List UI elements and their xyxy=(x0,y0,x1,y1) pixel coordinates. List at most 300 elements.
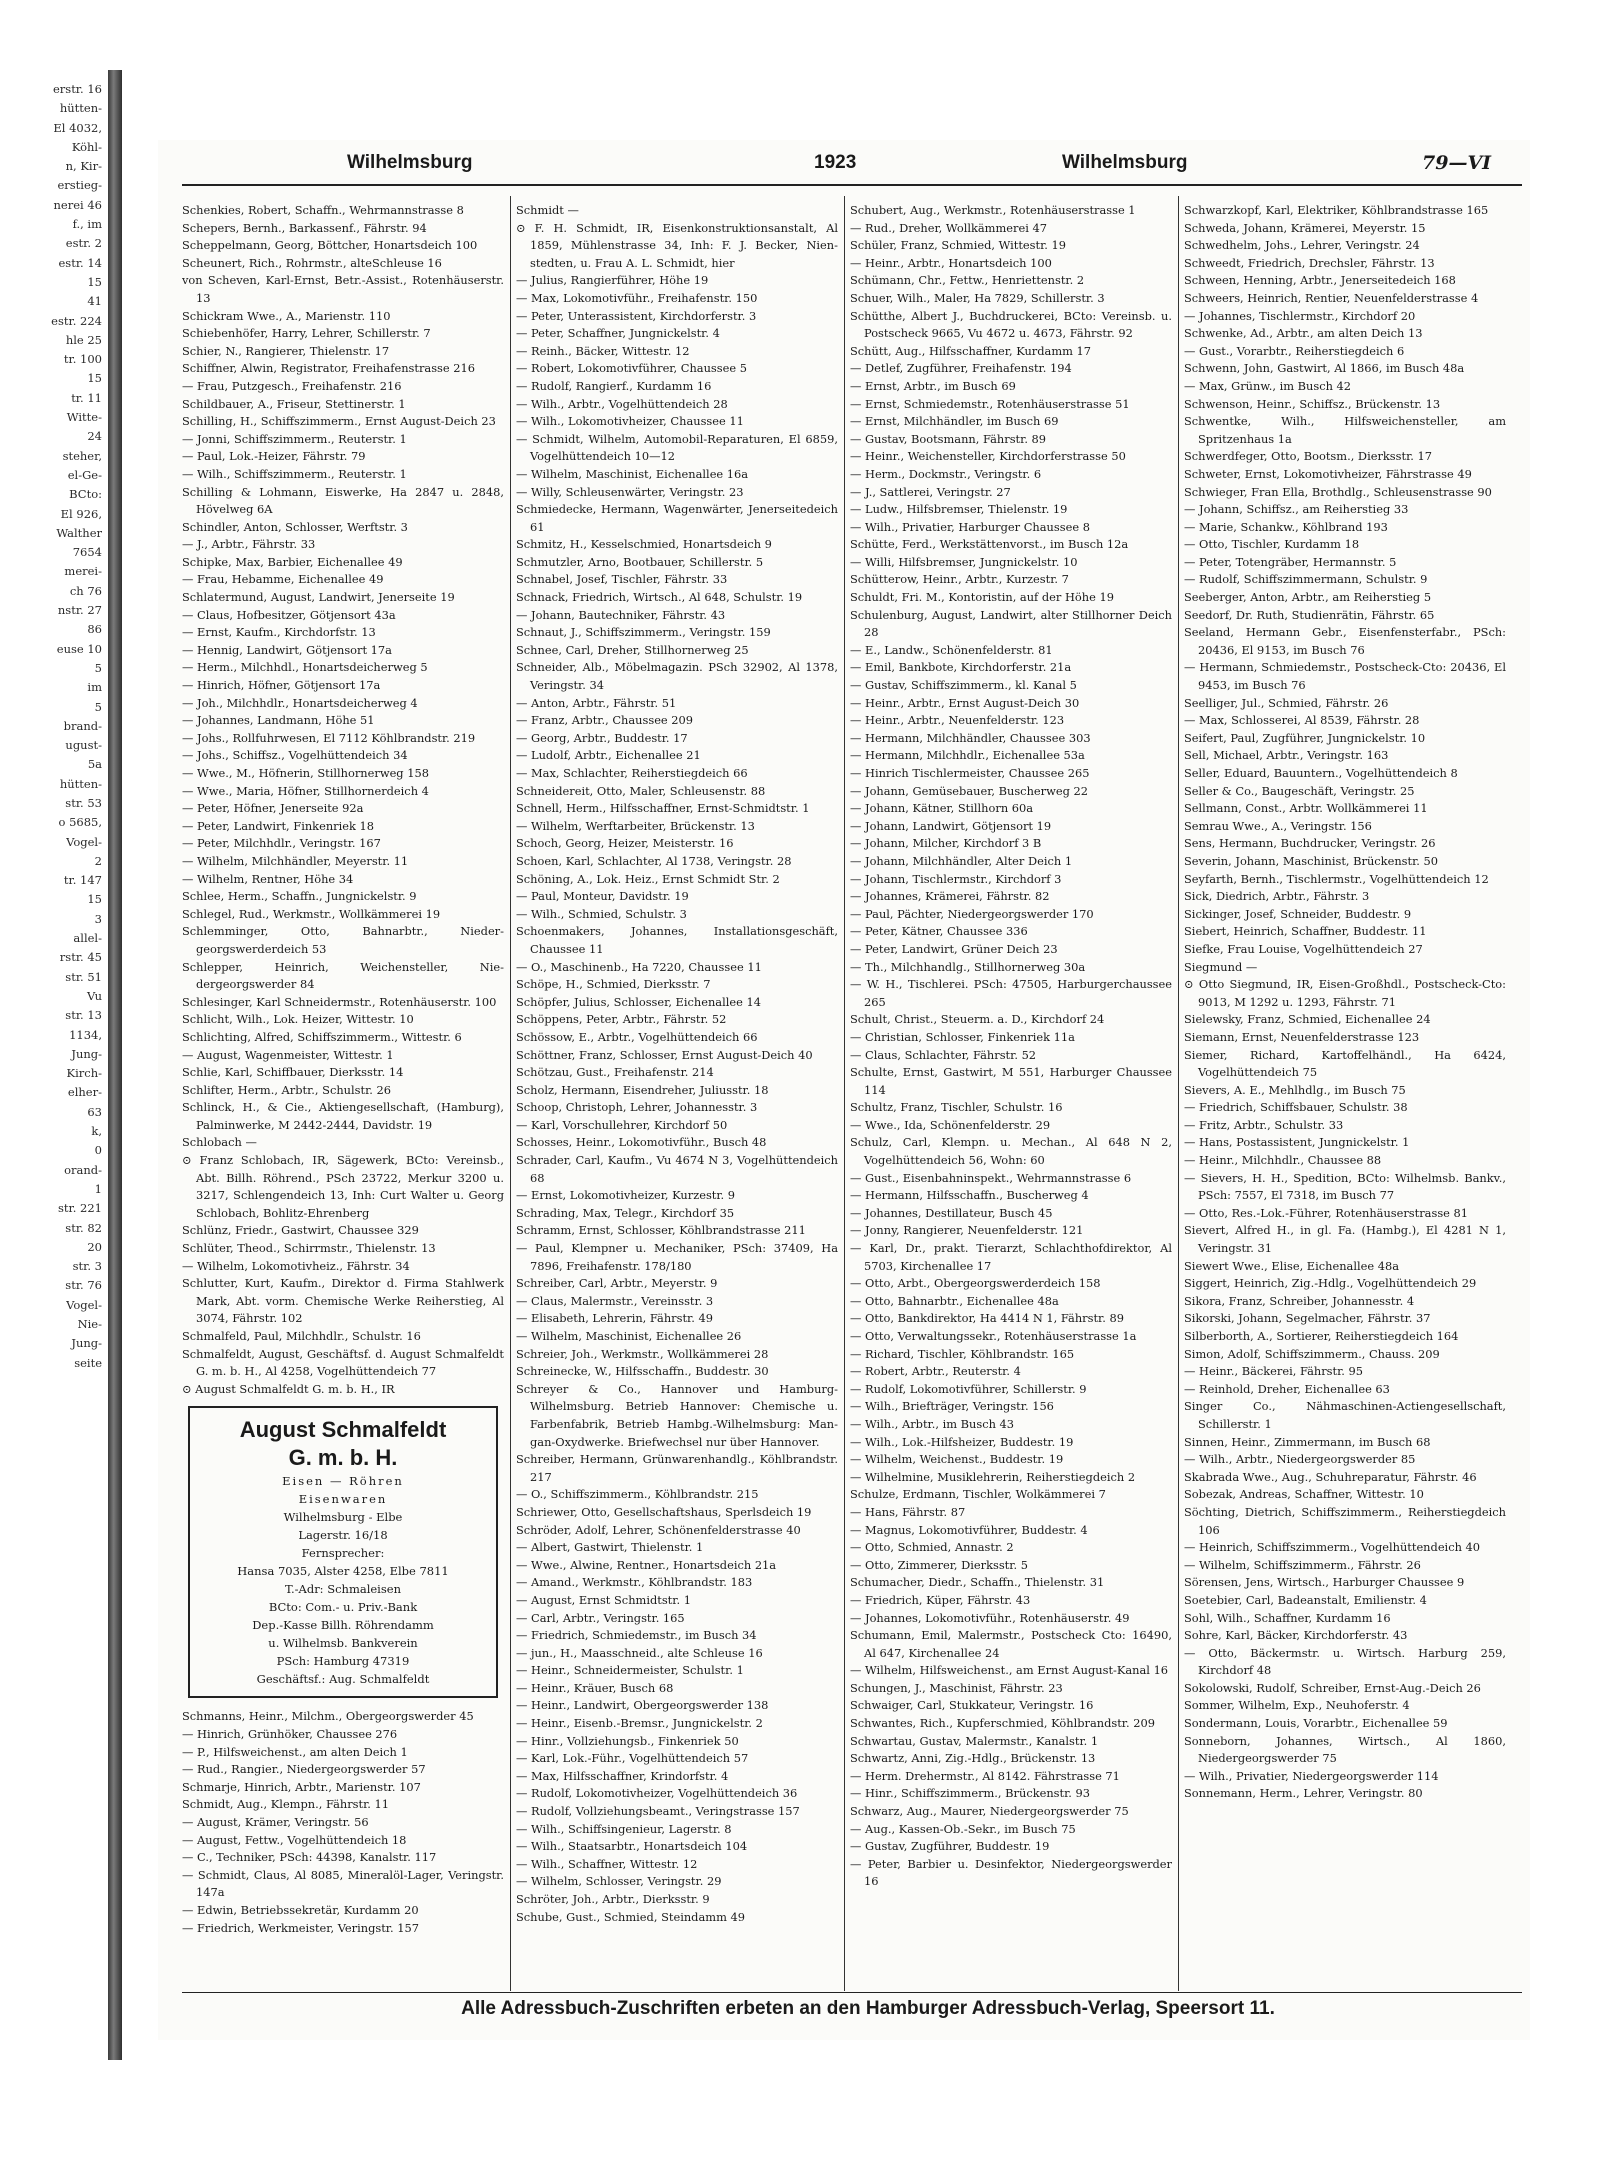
directory-entry: — Johs., Schiffsz., Vogelhüttendeich 34 xyxy=(182,748,408,763)
directory-entry: Scheunert, Rich., Rohrmstr., alteSchleuse 16 xyxy=(182,255,442,270)
directory-entry: — Gustav, Zugführer, Buddestr. 19 xyxy=(850,1839,1050,1854)
directory-entry: — Rudolf, Rangierf., Kurdamm 16 xyxy=(516,378,712,393)
directory-entry: Schrader, Carl, Kaufm., Vu 4674 N 3, Vogelhüttendeich 68 xyxy=(516,1153,838,1185)
directory-entry: Sens, Hermann, Buchdrucker, Veringstr. 26 xyxy=(1184,836,1436,851)
directory-entry: Schuer, Wilh., Maler, Ha 7829, Schillerstr. 3 xyxy=(850,290,1105,305)
facing-line: merei- xyxy=(64,564,102,579)
directory-entry: — Otto, Bankdirektor, Ha 4414 N 1, Fährstr. 89 xyxy=(850,1311,1124,1326)
facing-line: str. 51 xyxy=(65,969,102,984)
directory-entry: — Elisabeth, Lehrerin, Fährstr. 49 xyxy=(516,1311,713,1326)
facing-line: k, xyxy=(91,1124,102,1139)
directory-entry: Schlemminger, Otto, Bahnarbtr., Niedergeorgswerderdeich 53 xyxy=(182,924,504,956)
directory-entry: Siemer, Richard, Kartoffelhändl., Ha 6424, Vogelhüttendeich 75 xyxy=(1184,1047,1506,1080)
directory-entry: — Wilhelm, Maschinist, Eichenallee 26 xyxy=(516,1329,742,1343)
directory-entry: Schumann, Emil, Malermstr., Postscheck Cto: 16490, Al 647, Kirchenallee 24 xyxy=(850,1628,1172,1660)
facing-line: 5 xyxy=(94,660,102,675)
directory-entry: — Karl, Lok.-Führ., Vogelhüttendeich 57 xyxy=(516,1751,749,1766)
directory-entry: Schnell, Herm., Hilfsschaffner, Ernst-Schmidtstr. 1 xyxy=(516,801,810,816)
directory-entry: — Wilhelm, Schiffszimmerm., Fährstr. 26 xyxy=(1184,1557,1421,1572)
directory-entry: Schnee, Carl, Dreher, Stillhornerweg 25 xyxy=(516,642,749,657)
directory-entry: Sonnemann, Herm., Lehrer, Veringstr. 80 xyxy=(1184,1786,1423,1801)
directory-entry: Siefke, Frau Louise, Vogelhüttendeich 27 xyxy=(1184,941,1423,956)
directory-entry: Schriewer, Otto, Gesellschaftshaus, Sperlsdeich 19 xyxy=(516,1504,812,1519)
directory-entry: — Th., Milchhandlg., Stillhornerweg 30a xyxy=(850,959,1086,974)
directory-entry: Schümann, Chr., Fettw., Henriettenstr. 2 xyxy=(850,273,1085,288)
facing-line: rstr. 45 xyxy=(59,950,102,965)
directory-entry: — Peter, Schaffner, Jungnickelstr. 4 xyxy=(516,326,720,341)
directory-entry: Schössow, E., Arbtr., Vogelhüttendeich 66 xyxy=(516,1029,758,1044)
facing-line: str. 53 xyxy=(65,795,102,810)
directory-entry: — Claus, Schlachter, Fährstr. 52 xyxy=(850,1047,1037,1062)
directory-entry: — Detlef, Zugführer, Freihafenstr. 194 xyxy=(850,361,1072,376)
directory-entry: Schumacher, Diedr., Schaffn., Thielenstr. 31 xyxy=(850,1575,1105,1590)
directory-entry: Schreinecke, W., Hilfsschaffn., Buddestr. 30 xyxy=(516,1364,769,1379)
facing-line: 5 xyxy=(94,699,102,714)
directory-entry: Silberborth, A., Sortierer, Reiherstiegdeich 164 xyxy=(1184,1329,1459,1343)
facing-line: 86 xyxy=(87,622,102,637)
directory-entry: Schlie, Karl, Schiffbauer, Dierksstr. 14 xyxy=(182,1065,404,1080)
directory-entry: Schütt, Aug., Hilfsschaffner, Kurdamm 17 xyxy=(850,343,1092,358)
directory-entry: Scholz, Hermann, Eisendreher, Juliusstr. 18 xyxy=(516,1082,769,1097)
directory-entry: Siebert, Heinrich, Schaffner, Buddestr. 11 xyxy=(1184,924,1427,939)
directory-entry: — Wilh., Arbtr., im Busch 43 xyxy=(850,1416,1015,1431)
facing-line: erstr. 16 xyxy=(52,82,102,96)
directory-entry: — Wwe., M., Höfnerin, Stillhornerweg 158 xyxy=(182,766,429,780)
facing-line: Vu xyxy=(87,988,102,1003)
directory-entry: — Gustav, Schiffszimmerm., kl. Kanal 5 xyxy=(850,678,1077,693)
directory-entry: — Otto, Bäckermstr. u. Wirtsch. Harburg 259, Kirchdorf 48 xyxy=(1184,1645,1506,1678)
directory-entry: Schwedhelm, Johs., Lehrer, Veringstr. 24 xyxy=(1184,238,1420,253)
directory-entry: Schoop, Christoph, Lehrer, Johannesstr. 3 xyxy=(516,1100,758,1115)
ad-telegram: T.-Adr: Schmaleisen xyxy=(285,1582,401,1597)
facing-line: erstieg- xyxy=(57,178,102,193)
facing-line: estr. 2 xyxy=(65,236,102,251)
directory-entry: — Otto, Bahnarbtr., Eichenallee 48a xyxy=(850,1293,1059,1308)
directory-entry: — Hinrich, Höfner, Götjensort 17a xyxy=(182,678,381,693)
directory-entry: — Ludolf, Arbtr., Eichenallee 21 xyxy=(516,748,701,763)
directory-entry: ⊙ F. H. Schmidt, IR, Eisenkonstruktionsanstalt, Al 1859, Mühlenstrasse 34, Inh: F. J. Becker, Nienstedten, u. Frau A. L. Schmidt, hier xyxy=(516,220,838,270)
directory-entry: Schwarzkopf, Karl, Elektriker, Köhlbrandstrasse 165 xyxy=(1184,203,1489,217)
directory-entry: Schween, Henning, Arbtr., Jenerseitedeich 168 xyxy=(1184,273,1456,288)
directory-entry: — Ernst, Schmiedemstr., Rotenhäuserstrasse 51 xyxy=(850,396,1130,411)
directory-entry: — Heinr., Arbtr., Honartsdeich 100 xyxy=(850,255,1052,270)
directory-entry: — Claus, Malermstr., Vereinsstr. 3 xyxy=(516,1293,714,1308)
directory-entry: Schwartau, Gustav, Malermstr., Kanalstr. 1 xyxy=(850,1733,1099,1748)
facing-line: BCto: xyxy=(69,487,102,502)
directory-entry: — Peter, Landwirt, Finkenriek 18 xyxy=(182,818,375,833)
directory-entry: Schöpe, H., Schmied, Dierksstr. 7 xyxy=(516,977,711,992)
directory-entry: — Frau, Putzgesch., Freihafenstr. 216 xyxy=(182,378,402,393)
directory-entry: Schweers, Heinrich, Rentier, Neuenfelderstrasse 4 xyxy=(1184,290,1479,305)
directory-entry: Schmutzler, Arno, Bootbauer, Schillerstr. 5 xyxy=(516,554,764,569)
directory-entry: Schildbauer, A., Friseur, Stettinerstr. 1 xyxy=(182,396,406,411)
directory-entry: — Hans, Postassistent, Jungnickelstr. 1 xyxy=(1184,1135,1410,1150)
directory-entry: — Ernst, Milchhändler, im Busch 69 xyxy=(850,414,1059,429)
facing-line: El 4032, xyxy=(53,120,102,135)
ad-company-form: G. m. b. H. xyxy=(288,1445,398,1471)
directory-entry: — Johann, Bautechniker, Fährstr. 43 xyxy=(516,607,726,622)
directory-entry: Schwentke, Wilh., Hilfsweichensteller, am Spritzenhaus 1a xyxy=(1184,414,1506,446)
facing-line: nstr. 27 xyxy=(57,603,102,618)
directory-entry: Sohre, Karl, Bäcker, Kirchdorferstr. 43 xyxy=(1184,1628,1408,1643)
directory-entry: Schnabel, Josef, Tischler, Fährstr. 33 xyxy=(516,572,728,587)
header-left-place: Wilhelmsburg xyxy=(347,152,473,173)
directory-entry: — Carl, Arbtr., Veringstr. 165 xyxy=(516,1610,685,1625)
directory-entry: — Jonni, Schiffszimmerm., Reuterstr. 1 xyxy=(182,431,407,446)
directory-entry: Schreiber, Hermann, Grünwarenhandlg., Köhlbrandstr. 217 xyxy=(516,1452,838,1484)
directory-entry: Schulenburg, August, Landwirt, alter Stillhorner Deich 28 xyxy=(850,607,1172,640)
ad-manager: Geschäftsf.: Aug. Schmalfeldt xyxy=(256,1672,430,1687)
directory-entry: Schlüter, Theod., Schirrmstr., Thielenstr. 13 xyxy=(182,1241,436,1256)
directory-entry: — Julius, Rangierführer, Höhe 19 xyxy=(516,273,709,288)
directory-entry: Soetebier, Carl, Badeanstalt, Emilienstr. 4 xyxy=(1184,1592,1427,1607)
directory-entry: — Hermann, Milchhdlr., Eichenallee 53a xyxy=(850,748,1085,763)
directory-entry: Schult, Christ., Steuerm. a. D., Kirchdorf 24 xyxy=(850,1012,1105,1027)
schmalfeldt-advertisement xyxy=(188,1406,498,1698)
directory-entry: Schipke, Max, Barbier, Eichenallee 49 xyxy=(182,554,403,569)
directory-entry: Schlinck, H., & Cie., Aktiengesellschaft, (Hamburg), Palminwerke, M 2442-2444, Davidstr. 19 xyxy=(182,1100,504,1132)
facing-line: tr. 11 xyxy=(71,390,102,405)
facing-line: hle 25 xyxy=(65,332,102,347)
directory-entry: — Herm., Milchhdl., Honartsdeicherweg 5 xyxy=(182,660,428,675)
directory-entry: Schwenson, Heinr., Schiffsz., Brückenstr. 13 xyxy=(1184,396,1441,411)
running-header xyxy=(182,152,1522,182)
facing-line: Jung- xyxy=(71,1046,102,1061)
facing-line: 15 xyxy=(87,892,102,907)
directory-entry: — Gust., Vorarbtr., Reiherstiegdeich 6 xyxy=(1184,343,1405,358)
directory-entry: Seedorf, Dr. Ruth, Studienrätin, Fährstr. 65 xyxy=(1184,607,1435,622)
directory-entry: Schwenn, John, Gastwirt, Al 1866, im Busch 48a xyxy=(1184,361,1465,376)
directory-entry: — Peter, Höfner, Jenerseite 92a xyxy=(182,801,364,816)
directory-entry: — Johann, Kätner, Stillhorn 60a xyxy=(850,801,1034,816)
directory-entry: — Hinrich, Grünhöker, Chaussee 276 xyxy=(182,1726,398,1741)
directory-entry: Schmalfeldt, August, Geschäftsf. d. August Schmalfeldt G. m. b. H., Al 4258, Vogelhüttendeich 77 xyxy=(182,1346,504,1379)
facing-line: Witte- xyxy=(66,410,102,425)
facing-line: im xyxy=(87,680,102,695)
directory-entry: — J., Arbtr., Fährstr. 33 xyxy=(182,537,316,552)
facing-line: 7654 xyxy=(72,545,102,560)
ad-company-name: August Schmalfeldt xyxy=(239,1417,447,1443)
directory-entry: Schmidt, Aug., Klempn., Fährstr. 11 xyxy=(182,1797,390,1812)
page-number: 79—VI xyxy=(1422,152,1492,174)
directory-entry: — Wilhelm, Lokomotivheiz., Fährstr. 34 xyxy=(182,1258,410,1273)
directory-entry: — Hermann, Milchhändler, Chaussee 303 xyxy=(850,730,1091,745)
directory-entry: Schlifter, Herm., Arbtr., Schulstr. 26 xyxy=(182,1082,391,1097)
directory-entry: Schötzau, Gust., Freihafenstr. 214 xyxy=(516,1065,714,1080)
directory-entry: Schlegel, Rud., Werkmstr., Wollkämmerei 19 xyxy=(182,906,441,921)
facing-line: hütten- xyxy=(59,101,102,116)
directory-entry: Sellmann, Const., Arbtr. Wollkämmerei 11 xyxy=(1184,801,1428,816)
directory-entry: — Robert, Arbtr., Reuterstr. 4 xyxy=(850,1364,1021,1379)
directory-entry: — Max, Schlachter, Reiherstiegdeich 66 xyxy=(516,766,748,780)
directory-entry: — Rudolf, Schiffszimmermann, Schulstr. 9 xyxy=(1184,572,1428,587)
directory-entry: Schneider, Alb., Möbelmagazin. PSch 32902, Al 1378, Veringstr. 34 xyxy=(516,660,838,693)
directory-entry: — W. H., Tischlerei. PSch: 47505, Harburgerchaussee 265 xyxy=(850,977,1172,1009)
directory-entry: — Christian, Schlosser, Finkenriek 11a xyxy=(850,1029,1075,1044)
directory-entry: — Heinr., Schneidermeister, Schulstr. 1 xyxy=(516,1663,744,1678)
directory-entry: Schneidereit, Otto, Maler, Schleusenstr. 88 xyxy=(516,783,766,798)
directory-entry: Schwartz, Anni, Zig.-Hdlg., Brückenstr. 13 xyxy=(850,1751,1096,1766)
directory-entry: — Herm., Dockmstr., Veringstr. 6 xyxy=(850,466,1042,481)
facing-line: 3 xyxy=(94,911,102,926)
directory-entry: — Wilh., Arbtr., Vogelhüttendeich 28 xyxy=(516,396,728,411)
directory-entry: Schütterow, Heinr., Arbtr., Kurzestr. 7 xyxy=(850,572,1069,587)
facing-line: 41 xyxy=(87,294,102,309)
facing-line: nerei 46 xyxy=(53,197,102,212)
column-divider xyxy=(1178,196,1179,1991)
directory-entry: Schmalfeld, Paul, Milchhdlr., Schulstr. 16 xyxy=(182,1329,421,1343)
facing-line: Jung- xyxy=(71,1336,102,1351)
facing-line: 2 xyxy=(94,853,102,868)
directory-entry: Sikora, Franz, Schreiber, Johannesstr. 4 xyxy=(1184,1293,1415,1308)
directory-entry: Schlobach — xyxy=(182,1135,257,1150)
directory-entry: — Heinr., Bäckerei, Fährstr. 95 xyxy=(1184,1364,1364,1379)
footer-rule xyxy=(182,1992,1522,1993)
header-right-place: Wilhelmsburg xyxy=(1062,152,1188,173)
directory-entry: Schenkies, Robert, Schaffn., Wehrmannstrasse 8 xyxy=(182,203,464,217)
directory-entry: Sielewsky, Franz, Schmied, Eichenallee 24 xyxy=(1184,1012,1431,1027)
directory-entry: Seyfarth, Bernh., Tischlermstr., Vogelhüttendeich 12 xyxy=(1184,871,1489,886)
directory-entry: — Wilhelm, Milchhändler, Meyerstr. 11 xyxy=(182,853,409,868)
facing-line: estr. 224 xyxy=(51,313,102,328)
directory-entry: — Gustav, Bootsmann, Fährstr. 89 xyxy=(850,431,1047,446)
directory-entry: — Peter, Barbier u. Desinfektor, Niedergeorgswerder 16 xyxy=(850,1856,1172,1889)
directory-entry: — Paul, Klempner u. Mechaniker, PSch: 37409, Ha 7896, Freihafenstr. 178/180 xyxy=(516,1241,838,1273)
directory-entry: Schröter, Joh., Arbtr., Dierksstr. 9 xyxy=(516,1892,710,1906)
directory-entry: Schwantes, Rich., Kupferschmied, Köhlbrandstr. 209 xyxy=(850,1716,1155,1731)
directory-entry: Schoen, Karl, Schlachter, Al 1738, Veringstr. 28 xyxy=(516,853,792,868)
directory-entry: — Heinr., Arbtr., Neuenfelderstr. 123 xyxy=(850,713,1065,728)
column-4 xyxy=(1184,202,1506,1992)
facing-line: El 926, xyxy=(60,506,102,521)
directory-entry: — Ludw., Hilfsbremser, Thielenstr. 19 xyxy=(850,502,1068,517)
directory-entry: — Hennig, Landwirt, Götjensort 17a xyxy=(182,642,392,657)
directory-entry: — Johannes, Landmann, Höhe 51 xyxy=(182,713,375,728)
directory-entry: — Ernst, Arbtr., im Busch 69 xyxy=(850,378,1016,393)
facing-line: str. 13 xyxy=(65,1008,102,1023)
directory-entry: Schwerdfeger, Otto, Bootsm., Dierksstr. 17 xyxy=(1184,449,1432,464)
directory-entry: — Johann, Gemüsebauer, Buscherweg 22 xyxy=(850,783,1088,798)
directory-entry: Schulte, Ernst, Gastwirt, M 551, Harburger Chaussee 114 xyxy=(850,1065,1172,1097)
directory-entry: — Wilh., Arbtr., Niedergeorgswerder 85 xyxy=(1184,1452,1416,1467)
facing-line: Vogel- xyxy=(66,1297,102,1312)
directory-entry: Schlutter, Kurt, Kaufm., Direktor d. Firma Stahlwerk Mark, Abt. vorm. Chemische Werke Reiherstieg, Al 3074, Fährstr. 102 xyxy=(182,1276,504,1326)
directory-entry: Schöppens, Peter, Arbtr., Fährstr. 52 xyxy=(516,1012,727,1027)
directory-entry: — Paul, Pächter, Niedergeorgswerder 170 xyxy=(850,906,1094,921)
directory-entry: — Schmidt, Wilhelm, Automobil-Reparaturen, El 6859, Vogelhüttendeich 10—12 xyxy=(516,431,838,464)
directory-entry: — Max, Schlosserei, Al 8539, Fährstr. 28 xyxy=(1184,713,1420,728)
facing-line: elher- xyxy=(67,1085,102,1100)
directory-entry: — Friedrich, Schiffsbauer, Schulstr. 38 xyxy=(1184,1100,1408,1115)
directory-entry: — Wilhelm, Hilfsweichenst., am Ernst August-Kanal 16 xyxy=(850,1663,1169,1678)
directory-entry: Schmitz, H., Kesselschmied, Honartsdeich 9 xyxy=(516,537,772,552)
directory-entry: — Reinhold, Dreher, Eichenallee 63 xyxy=(1184,1381,1390,1396)
directory-entry: Schrading, Max, Telegr., Kirchdorf 35 xyxy=(516,1205,735,1220)
facing-line: Vogel- xyxy=(66,834,102,849)
directory-entry: — Wilh., Schaffner, Wittestr. 12 xyxy=(516,1856,698,1871)
directory-entry: — Hans, Fährstr. 87 xyxy=(850,1504,966,1519)
directory-entry: Schweedt, Friedrich, Drechsler, Fährstr. 13 xyxy=(1184,255,1435,270)
directory-entry: — Johann, Milchhändler, Alter Deich 1 xyxy=(850,853,1073,868)
directory-entry: Schütthe, Albert J., Buchdruckerei, BCto: Vereinsb. u. Postscheck 9665, Vu 4672 u. 4673, Fährstr. 92 xyxy=(850,308,1172,341)
directory-entry: — Wilhelm, Weichenst., Buddestr. 19 xyxy=(850,1452,1064,1467)
directory-entry: Sell, Michael, Arbtr., Veringstr. 163 xyxy=(1184,748,1389,763)
ad-goods: Eisen — Röhren xyxy=(282,1474,404,1489)
directory-entry: Schulze, Erdmann, Tischler, Wolkämmerei 7 xyxy=(850,1487,1106,1502)
directory-entry: Schube, Gust., Schmied, Steindamm 49 xyxy=(516,1909,745,1924)
directory-entry: — C., Techniker, PSch: 44398, Kanalstr. 117 xyxy=(182,1850,437,1865)
directory-entry: — Heinr., Eisenb.-Bremsr., Jungnickelstr. 2 xyxy=(516,1716,763,1731)
directory-entry: — J., Sattlerei, Veringstr. 27 xyxy=(850,484,1011,499)
facing-line: tr. 147 xyxy=(63,873,102,888)
facing-line: str. 76 xyxy=(65,1278,102,1293)
directory-entry: — Schmidt, Claus, Al 8085, Mineralöl-Lager, Veringstr. 147a xyxy=(182,1867,504,1900)
directory-entry: — Johannes, Lokomotivführ., Rotenhäuserstr. 49 xyxy=(850,1610,1130,1625)
facing-line: brand- xyxy=(63,718,102,733)
directory-entry: — Wilh., Staatsarbtr., Honartsdeich 104 xyxy=(516,1839,748,1854)
directory-entry: Schreyer & Co., Hannover und Hamburg-Wilhelmsburg. Betrieb Hannover: Chemische u. Farbenfabrik, Betrieb Hambg.-Wilhelmsburg: Mangan-Oxydwerke. Briefwechsel nur über Hannover. xyxy=(516,1381,838,1449)
directory-entry: — Hinrich Tischlermeister, Chaussee 265 xyxy=(850,766,1090,780)
directory-entry: — Heinr., Weichensteller, Kirchdorferstrasse 50 xyxy=(850,449,1126,464)
facing-line: o 5685, xyxy=(58,815,102,830)
directory-entry: Schnaut, J., Schiffszimmerm., Veringstr. 159 xyxy=(516,625,771,640)
directory-entry: — Friedrich, Werkmeister, Veringstr. 157 xyxy=(182,1920,419,1935)
directory-entry: — Wilh., Schmied, Schulstr. 3 xyxy=(516,906,687,921)
facing-line: el-Ge- xyxy=(67,467,102,482)
directory-entry: — Joh., Milchhdlr., Honartsdeicherweg 4 xyxy=(182,695,418,710)
directory-entry: — Rudolf, Vollziehungsbeamt., Veringstrasse 157 xyxy=(516,1804,800,1819)
book-gutter xyxy=(108,70,122,2060)
directory-entry: — Georg, Arbtr., Buddestr. 17 xyxy=(516,730,688,745)
directory-entry: — Rud., Rangier., Niedergeorgswerder 57 xyxy=(182,1762,426,1777)
directory-entry: — Friedrich, Küper, Fährstr. 43 xyxy=(850,1592,1031,1607)
directory-entry: — Otto, Tischler, Kurdamm 18 xyxy=(1184,537,1360,552)
directory-entry: Schulz, Carl, Klempn. u. Mechan., Al 648 N 2, Vogelhüttendeich 56, Wohn: 60 xyxy=(850,1135,1172,1168)
directory-entry: Schickram Wwe., A., Marienstr. 110 xyxy=(182,308,391,323)
ad-phones: Hansa 7035, Alster 4258, Elbe 7811 xyxy=(237,1564,449,1579)
directory-entry: Schwaiger, Carl, Stukkateur, Veringstr. 16 xyxy=(850,1698,1094,1713)
directory-entry: Singer Co., Nähmaschinen-Actiengesellschaft, Schillerstr. 1 xyxy=(1184,1399,1506,1431)
directory-entry: — Wilhelmine, Musiklehrerin, Reiherstiegdeich 2 xyxy=(850,1469,1136,1484)
directory-entry: — Wilh., Lokomotivheizer, Chaussee 11 xyxy=(516,414,744,429)
directory-entry: Schmarje, Hinrich, Arbtr., Marienstr. 107 xyxy=(182,1779,421,1794)
directory-entry: — Ernst, Lokomotivheizer, Kurzestr. 9 xyxy=(516,1188,736,1203)
directory-entry: — P., Hilfsweichenst., am alten Deich 1 xyxy=(182,1744,408,1759)
directory-entry: Skabrada Wwe., Aug., Schuhreparatur, Fährstr. 46 xyxy=(1184,1469,1477,1484)
column-1 xyxy=(182,202,504,1992)
directory-entry: Sommer, Wilhelm, Exp., Neuhoferstr. 4 xyxy=(1184,1698,1410,1713)
directory-entry: Sörensen, Jens, Wirtsch., Harburger Chaussee 9 xyxy=(1184,1575,1465,1590)
directory-entry: — Hermann, Schmiedemstr., Postscheck-Cto: 20436, El 9453, im Busch 76 xyxy=(1184,660,1506,693)
directory-entry: — Otto, Res.-Lok.-Führer, Rotenhäuserstrasse 81 xyxy=(1184,1205,1469,1220)
facing-line: str. 221 xyxy=(57,1201,102,1216)
directory-entry: Schuldt, Fri. M., Kontoristin, auf der Höhe 19 xyxy=(850,590,1114,605)
directory-entry: — Frau, Hebamme, Eichenallee 49 xyxy=(182,572,384,587)
facing-line: tr. 100 xyxy=(63,352,102,367)
directory-entry: Siemann, Ernst, Neuenfelderstrasse 123 xyxy=(1184,1029,1420,1044)
directory-entry: — Peter, Milchhdlr., Veringstr. 167 xyxy=(182,836,381,851)
directory-entry: — Franz, Arbtr., Chaussee 209 xyxy=(516,713,694,728)
header-rule xyxy=(182,184,1522,186)
directory-entry: — Otto, Schmied, Annastr. 2 xyxy=(850,1540,1014,1555)
directory-entry: Schmidt — xyxy=(516,203,579,217)
directory-entry: — Karl, Vorschullehrer, Kirchdorf 50 xyxy=(516,1117,728,1132)
directory-entry: — Johannes, Tischlermstr., Kirchdorf 20 xyxy=(1184,308,1416,323)
directory-entry: — Amand., Werkmstr., Köhlbrandstr. 183 xyxy=(516,1575,753,1590)
directory-entry: Schiebenhöfer, Harry, Lehrer, Schillerstr. 7 xyxy=(182,326,431,341)
directory-entry: — Anton, Arbtr., Fährstr. 51 xyxy=(516,695,677,710)
directory-entry: — Otto, Zimmerer, Dierksstr. 5 xyxy=(850,1557,1028,1572)
directory-entry: Seller, Eduard, Bauuntern., Vogelhüttendeich 8 xyxy=(1184,766,1458,780)
directory-entry: Schlatermund, August, Landwirt, Jenerseite 19 xyxy=(182,590,455,605)
directory-entry: Schlesinger, Karl Schneidermstr., Rotenhäuserstr. 100 xyxy=(182,994,497,1009)
facing-line: 15 xyxy=(87,371,102,386)
directory-entry: ⊙ Otto Siegmund, IR, Eisen-Großhdl., Postscheck-Cto: 9013, M 1292 u. 1293, Fährstr. 71 xyxy=(1184,977,1506,1009)
facing-line: steher, xyxy=(62,448,102,463)
directory-entry: Schöttner, Franz, Schlosser, Ernst August-Deich 40 xyxy=(516,1047,813,1062)
ad-bank-3: u. Wilhelmsb. Bankverein xyxy=(268,1636,418,1651)
directory-entry: — Hinr., Vollziehungsb., Finkenriek 50 xyxy=(516,1733,739,1748)
directory-entry: — O., Maschinenb., Ha 7220, Chaussee 11 xyxy=(516,959,762,974)
directory-entry: — Wilh., Privatier, Niedergeorgswerder 114 xyxy=(1184,1768,1439,1783)
facing-line: Walther xyxy=(56,525,102,540)
directory-page xyxy=(158,140,1530,2040)
directory-entry: — Jonny, Rangierer, Neuenfelderstr. 121 xyxy=(850,1223,1084,1238)
directory-entry: — August, Wagenmeister, Wittestr. 1 xyxy=(182,1047,394,1062)
directory-entry: Sick, Diedrich, Arbtr., Fährstr. 3 xyxy=(1184,889,1370,904)
directory-entry: Schoenmakers, Johannes, Installationsgeschäft, Chaussee 11 xyxy=(516,924,838,956)
directory-entry: — Wilhelm, Schlosser, Veringstr. 29 xyxy=(516,1874,722,1889)
directory-entry: Seller & Co., Baugeschäft, Veringstr. 25 xyxy=(1184,783,1415,798)
directory-entry: Seeland, Hermann Gebr., Eisenfensterfabr., PSch: 20436, El 9153, im Busch 76 xyxy=(1184,625,1506,657)
directory-entry: — Richard, Tischler, Köhlbrandstr. 165 xyxy=(850,1346,1075,1361)
directory-entry: Sohl, Wilh., Schaffner, Kurdamm 16 xyxy=(1184,1610,1391,1625)
column-2 xyxy=(516,202,838,1992)
directory-entry: — Rud., Dreher, Wollkämmerei 47 xyxy=(850,220,1047,235)
ad-bank-2: Dep.-Kasse Billh. Röhrendamm xyxy=(252,1618,434,1633)
directory-entry: Sobezak, Andreas, Schaffner, Wittestr. 10 xyxy=(1184,1487,1424,1502)
directory-entry: — Wwe., Maria, Höfner, Stillhornerdeich 4 xyxy=(182,783,429,798)
directory-entry: Schier, N., Rangierer, Thielenstr. 17 xyxy=(182,343,390,358)
directory-entry: Schubert, Aug., Werkmstr., Rotenhäuserstrasse 1 xyxy=(850,203,1136,217)
directory-entry: Severin, Johann, Maschinist, Brückenstr. 50 xyxy=(1184,853,1439,868)
directory-entry: Sondermann, Louis, Vorarbtr., Eichenallee 59 xyxy=(1184,1716,1448,1731)
directory-entry: Schöning, A., Lok. Heiz., Ernst Schmidt Str. 2 xyxy=(516,871,780,886)
directory-entry: — Peter, Landwirt, Grüner Deich 23 xyxy=(850,941,1058,956)
directory-entry: — Otto, Arbt., Obergeorgswerderdeich 158 xyxy=(850,1276,1101,1291)
directory-entry: — Paul, Monteur, Davidstr. 19 xyxy=(516,889,689,904)
directory-entry: — Willi, Hilfsbremser, Jungnickelstr. 10 xyxy=(850,554,1078,569)
directory-entry: — Rudolf, Lokomotivführer, Schillerstr. 9 xyxy=(850,1381,1087,1396)
directory-entry: — Wilh., Privatier, Harburger Chaussee 8 xyxy=(850,519,1090,534)
directory-entry: — Herm. Drehermstr., Al 8142. Fährstrasse 71 xyxy=(850,1768,1120,1783)
directory-entry: Söchting, Dietrich, Schiffszimmerm., Reiherstiegdeich 106 xyxy=(1184,1504,1506,1537)
column-divider xyxy=(510,196,511,1991)
directory-entry: — Magnus, Lokomotivführer, Buddestr. 4 xyxy=(850,1522,1088,1537)
directory-entry: Sickinger, Josef, Schneider, Buddestr. 9 xyxy=(1184,906,1412,921)
directory-entry: Siewert Wwe., Elise, Eichenallee 48a xyxy=(1184,1258,1400,1273)
directory-entry: ⊙ August Schmalfeldt G. m. b. H., IR xyxy=(182,1381,395,1396)
directory-entry: — Peter, Unterassistent, Kirchdorferstr. 3 xyxy=(516,308,757,323)
directory-entry: Sokolowski, Rudolf, Schreiber, Ernst-Aug.-Deich 26 xyxy=(1184,1680,1481,1695)
ad-bank-1: BCto: Com.- u. Priv.-Bank xyxy=(268,1600,418,1615)
directory-entry: Siegmund — xyxy=(1184,959,1258,974)
ad-address: Lagerstr. 16/18 xyxy=(298,1528,388,1543)
directory-entry: — Johann, Milcher, Kirchdorf 3 B xyxy=(850,836,1042,851)
directory-entry: — Robert, Lokomotivführer, Chaussee 5 xyxy=(516,361,747,376)
directory-entry: — Wwe., Ida, Schönenfelderstr. 29 xyxy=(850,1117,1051,1132)
directory-entry: Schiffner, Alwin, Registrator, Freihafenstrasse 216 xyxy=(182,361,475,376)
